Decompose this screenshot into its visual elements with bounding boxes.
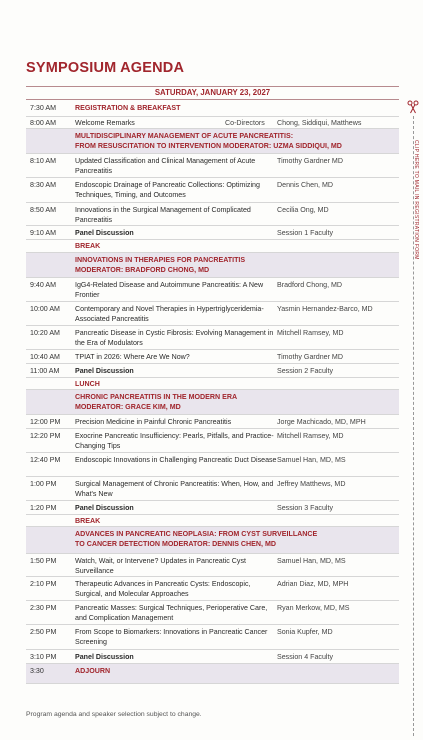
- session-line: INNOVATIONS IN THERAPIES FOR PANCREATITIS: [75, 256, 246, 264]
- session-title: [75, 527, 399, 553]
- agenda-title: IgG4-Related Disease and Autoimmune Pancreatitis: A New Frontier: [75, 281, 264, 300]
- agenda-title: BREAK: [75, 517, 101, 525]
- agenda-speaker: Session 4 Faculty: [277, 653, 333, 661]
- agenda-row: [26, 601, 399, 625]
- agenda-row: [26, 278, 399, 302]
- agenda-row: [26, 477, 399, 501]
- session-header: [26, 527, 399, 554]
- agenda-speaker: Jorge Machicado, MD, MPH: [277, 418, 366, 426]
- agenda-row: [26, 554, 399, 577]
- agenda-title: Panel Discussion: [75, 504, 134, 512]
- agenda-time: 10:40 AM: [30, 353, 60, 361]
- session-title: [75, 253, 399, 277]
- agenda-speaker: Session 2 Faculty: [277, 367, 333, 375]
- agenda-speaker: Timothy Gardner MD: [277, 353, 343, 361]
- agenda-time: 10:00 AM: [30, 305, 60, 313]
- session-line: CHRONIC PANCREATITIS IN THE MODERN ERA: [75, 393, 238, 401]
- agenda-row: [26, 625, 399, 650]
- session-title: [75, 390, 399, 414]
- agenda-time: 1:00 PM: [30, 480, 57, 488]
- agenda-row: [26, 203, 399, 226]
- agenda-speaker: [277, 240, 399, 252]
- agenda-speaker: Jeffrey Matthews, MD: [277, 480, 346, 488]
- agenda-time: 12:20 PM: [30, 432, 61, 440]
- agenda-speaker: Sonia Kupfer, MD: [277, 628, 333, 636]
- agenda-speaker: [277, 378, 399, 389]
- agenda-title: Endoscopic Innovations in Challenging Pancreatic Duct Disease: [75, 456, 277, 464]
- agenda-row: [26, 453, 399, 477]
- agenda-title: BREAK: [75, 242, 101, 250]
- agenda-row: [26, 429, 399, 453]
- session-line: MODERATOR: GRACE KIM, MD: [75, 403, 181, 412]
- agenda-row: [26, 501, 399, 515]
- agenda-speaker: Timothy Gardner MD: [277, 157, 343, 165]
- co-directors-label: Co-Directors: [225, 119, 265, 127]
- agenda-row: [26, 240, 399, 253]
- agenda-time: 10:20 AM: [30, 329, 60, 337]
- agenda-time: [26, 515, 75, 526]
- session-line: ADVANCES IN PANCREATIC NEOPLASIA: FROM CYST SURVEILLANCE: [75, 530, 318, 538]
- agenda-time: [26, 240, 75, 252]
- agenda-row: [26, 178, 399, 203]
- agenda-title: Exocrine Pancreatic Insufficiency: Pearls, Pitfalls, and Practice-Changing Tips: [75, 432, 274, 451]
- session-title: [75, 129, 399, 153]
- agenda-title: ADJOURN: [75, 667, 111, 675]
- agenda-speaker: Mitchell Ramsey, MD: [277, 432, 344, 440]
- agenda-title: Precision Medicine in Painful Chronic Pancreatitis: [75, 418, 232, 426]
- agenda-time: 9:10 AM: [30, 229, 57, 237]
- agenda-time: 1:50 PM: [30, 557, 57, 565]
- agenda-title: Panel Discussion: [75, 367, 134, 375]
- agenda-speaker: Samuel Han, MD, MS: [277, 456, 346, 464]
- agenda-row: [26, 364, 399, 378]
- agenda-title: Pancreatic Masses: Surgical Techniques, Perioperative Care, and Complication Management: [75, 604, 268, 623]
- session-header: [26, 253, 399, 278]
- agenda-time: 2:10 PM: [30, 580, 57, 588]
- agenda-speaker: [277, 515, 399, 526]
- agenda-title: Surgical Management of Chronic Pancreatitis: When, How, and What's New: [75, 480, 274, 499]
- agenda-time: 8:00 AM: [30, 119, 57, 127]
- session-line: TO CANCER DETECTION MODERATOR: DENNIS CHEN, MD: [75, 540, 276, 549]
- agenda-title: Updated Classification and Clinical Management of Acute Pancreatitis: [75, 157, 256, 176]
- agenda-time: 12:40 PM: [30, 456, 61, 464]
- agenda-title: TPIAT in 2026: Where Are We Now?: [75, 353, 190, 361]
- scissors-icon: [406, 100, 420, 114]
- agenda-row: [26, 326, 399, 350]
- session-line: FROM RESUSCITATION TO INTERVENTION MODERATOR: UZMA SIDDIQUI, MD: [75, 142, 342, 151]
- date-bar: SATURDAY, JANUARY 23, 2027: [26, 86, 399, 100]
- agenda-title: Welcome Remarks: [75, 119, 135, 127]
- agenda-row: [26, 350, 399, 364]
- agenda-speaker: Cecilia Ong, MD: [277, 206, 329, 214]
- agenda-row: [26, 664, 399, 684]
- agenda-title: Panel Discussion: [75, 653, 134, 661]
- agenda-title: REGISTRATION & BREAKFAST: [75, 104, 181, 112]
- agenda-title: Innovations in the Surgical Management of Complicated Pancreatitis: [75, 206, 251, 225]
- agenda-row: [26, 650, 399, 664]
- agenda-speaker: Ryan Merkow, MD, MS: [277, 604, 350, 612]
- agenda-title: Pancreatic Disease in Cystic Fibrosis: Evolving Management in the Era of Modulators: [75, 329, 274, 348]
- agenda-speaker: Dennis Chen, MD: [277, 181, 333, 189]
- agenda-row: [26, 378, 399, 390]
- session-line: MULTIDISCIPLINARY MANAGEMENT OF ACUTE PANCREATITIS:: [75, 132, 294, 140]
- session-header: [26, 129, 399, 154]
- agenda-time: 12:00 PM: [30, 418, 61, 426]
- agenda-row: [26, 101, 399, 117]
- page-title: SYMPOSIUM AGENDA: [26, 60, 185, 76]
- agenda-speaker: Session 3 Faculty: [277, 504, 333, 512]
- agenda-speaker: [277, 664, 399, 683]
- agenda-table: [26, 101, 399, 684]
- agenda-speaker: Chong, Siddiqui, Matthews: [277, 119, 362, 127]
- agenda-time: 2:30 PM: [30, 604, 57, 612]
- agenda-row: [26, 154, 399, 178]
- agenda-speaker: Yasmin Hernandez-Barco, MD: [277, 305, 373, 313]
- agenda-title: Endoscopic Drainage of Pancreatic Collections: Optimizing Techniques, Timing, and Outcomes: [75, 181, 260, 200]
- clip-instruction: CLIP HERE TO MAIL IN REGISTRATION FORM: [413, 140, 419, 260]
- agenda-title: LUNCH: [75, 380, 100, 388]
- agenda-time: 3:30: [30, 667, 44, 675]
- agenda-row: [26, 515, 399, 527]
- agenda-title: From Scope to Biomarkers: Innovations in Pancreatic Cancer Screening: [75, 628, 268, 647]
- agenda-title: Contemporary and Novel Therapies in Hypertriglyceridemia-Associated Pancreatitis: [75, 305, 264, 324]
- agenda-time: 7:30 AM: [30, 104, 57, 112]
- agenda-time: 3:10 PM: [30, 653, 57, 661]
- agenda-row: [26, 415, 399, 429]
- agenda-title: Therapeutic Advances in Pancreatic Cysts: Endoscopic, Surgical, and Molecular Approaches: [75, 580, 251, 599]
- agenda-row: [26, 226, 399, 240]
- agenda-speaker: Bradford Chong, MD: [277, 281, 343, 289]
- agenda-time: 2:50 PM: [30, 628, 57, 636]
- agenda-row: [26, 302, 399, 326]
- session-line: MODERATOR: BRADFORD CHONG, MD: [75, 266, 210, 275]
- agenda-time: [26, 378, 75, 389]
- agenda-speaker: [277, 101, 399, 116]
- agenda-time: 8:50 AM: [30, 206, 57, 214]
- agenda-time: 9:40 AM: [30, 281, 57, 289]
- agenda-row: [26, 577, 399, 601]
- agenda-speaker: Mitchell Ramsey, MD: [277, 329, 344, 337]
- agenda-time: 11:00 AM: [30, 367, 60, 375]
- agenda-time: 1:20 PM: [30, 504, 57, 512]
- agenda-time: 8:10 AM: [30, 157, 57, 165]
- agenda-row: [26, 117, 399, 129]
- agenda-title: Panel Discussion: [75, 229, 134, 237]
- agenda-speaker: Samuel Han, MD, MS: [277, 557, 346, 565]
- agenda-title: Watch, Wait, or Intervene? Updates in Pancreatic Cyst Surveillance: [75, 557, 246, 576]
- footnote: Program agenda and speaker selection subject to change.: [26, 711, 202, 718]
- session-header: [26, 390, 399, 415]
- agenda-speaker: Session 1 Faculty: [277, 229, 333, 237]
- agenda-time: 8:30 AM: [30, 181, 57, 189]
- agenda-speaker: Adrian Diaz, MD, MPH: [277, 580, 349, 588]
